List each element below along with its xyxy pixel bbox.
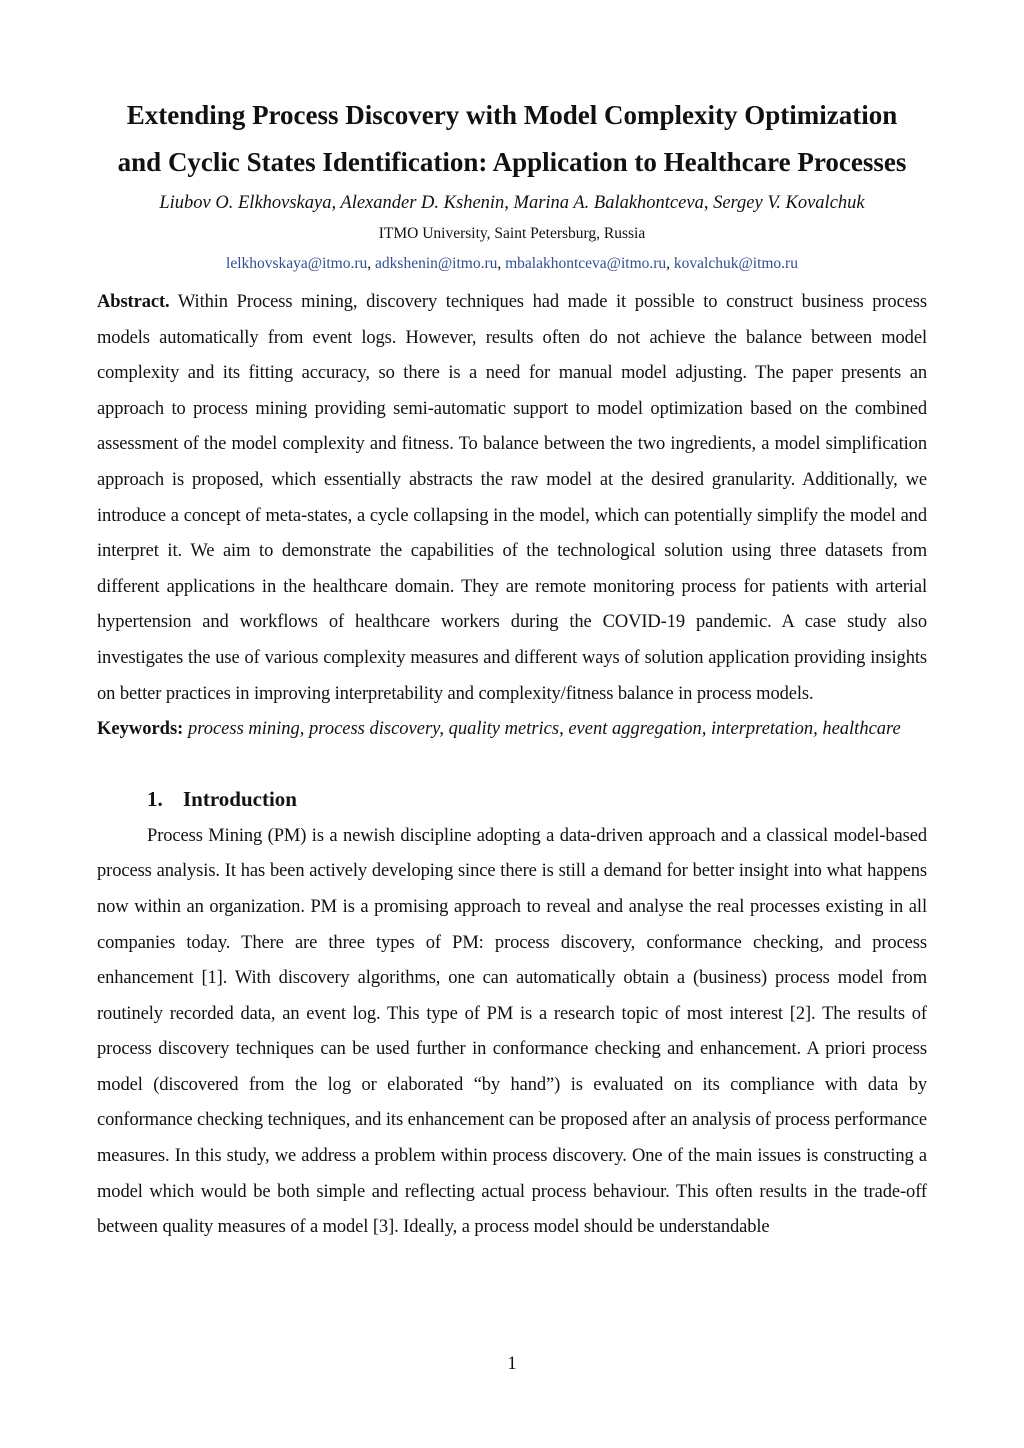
abstract [97, 285, 927, 712]
email-separator: , [497, 255, 506, 272]
email-link-3[interactable]: mbalakhontceva@itmo.ru [505, 255, 667, 272]
email-link-1[interactable]: lelkhovskaya@itmo.ru [226, 255, 368, 272]
title-line-1: Extending Process Discovery with Model Complexity Optimization [126, 100, 898, 130]
abstract-label: Abstract. [97, 292, 170, 312]
affiliation: ITMO University, Saint Petersburg, Russia [378, 225, 646, 242]
abstract-text: Within Process mining, discovery techniques had made it possible to construct business process models automatically from event logs. However, results often do not achieve the balance between model complexity and its fitting accuracy, so there is a need for manual model adjusting. The paper presents an approach to process mining providing semi-automatic support to model optimization based on the combined assessment of the model complexity and fitness. To balance between the two ingredients, a model simplification approach is proposed, which essentially abstracts the raw model at the desired granularity. Additionally, we introduce a concept of meta-states, a cycle collapsing in the model, which can potentially simplify the model and interpret it. We aim to demonstrate the capabilities of the technological solution using three datasets from different applications in the healthcare domain. They are remote monitoring process for patients with arterial hypertension and workflows of healthcare workers during the COVID-19 pandemic. A case study also investigates the use of various complexity measures and different ways of solution application providing insights on better practices in improving interpretability and complexity/fitness balance in process models. [97, 292, 927, 704]
keywords-text: process mining, process discovery, quality metrics, event aggregation, interpretation, healthcare [183, 719, 901, 740]
email-link-2[interactable]: adkshenin@itmo.ru [375, 255, 498, 272]
section-number: 1. [147, 786, 163, 811]
email-separator: , [666, 255, 674, 272]
keywords-label: Keywords: [97, 719, 184, 740]
section-title: Introduction [183, 786, 297, 811]
title-line-2: and Cyclic States Identification: Application to Healthcare Processes [117, 147, 907, 177]
email-list [97, 253, 927, 275]
section-heading-introduction [97, 784, 927, 814]
paper-title [97, 92, 927, 186]
introduction-paragraph: Process Mining (PM) is a newish discipline adopting a data-driven approach and a classical model-based process analysis. It has been actively developing since there is still a demand for better insight into what happens now within an organization. PM is a promising approach to reveal and analyse the real processes existing in all companies today. There are three types of PM: process discovery, conformance checking, and process enhancement [1]. With discovery algorithms, one can automatically obtain a (business) process model from routinely recorded data, an event log. This type of PM is a research topic of most interest [2]. The results of process discovery techniques can be used further in conformance checking and enhancement. A priori process model (discovered from the log or elaborated “by hand”) is evaluated on its compliance with data by conformance checking techniques, and its enhancement can be proposed after an analysis of process performance measures. In this study, we address a problem within process discovery. One of the main issues is constructing a model which would be both simple and reflecting actual process behaviour. This often results in the trade-off between quality measures of a model [3]. Ideally, a process model should be understandable [97, 825, 927, 1238]
authors: Liubov O. Elkhovskaya, Alexander D. Kshenin, Marina A. Balakhontceva, Sergey V. Kovalchuk [159, 193, 865, 213]
email-separator: , [367, 255, 376, 272]
paper-page [97, 92, 927, 1246]
email-link-4[interactable]: kovalchuk@itmo.ru [673, 255, 798, 272]
page-number: 1 [507, 1354, 517, 1374]
keywords [97, 712, 927, 748]
